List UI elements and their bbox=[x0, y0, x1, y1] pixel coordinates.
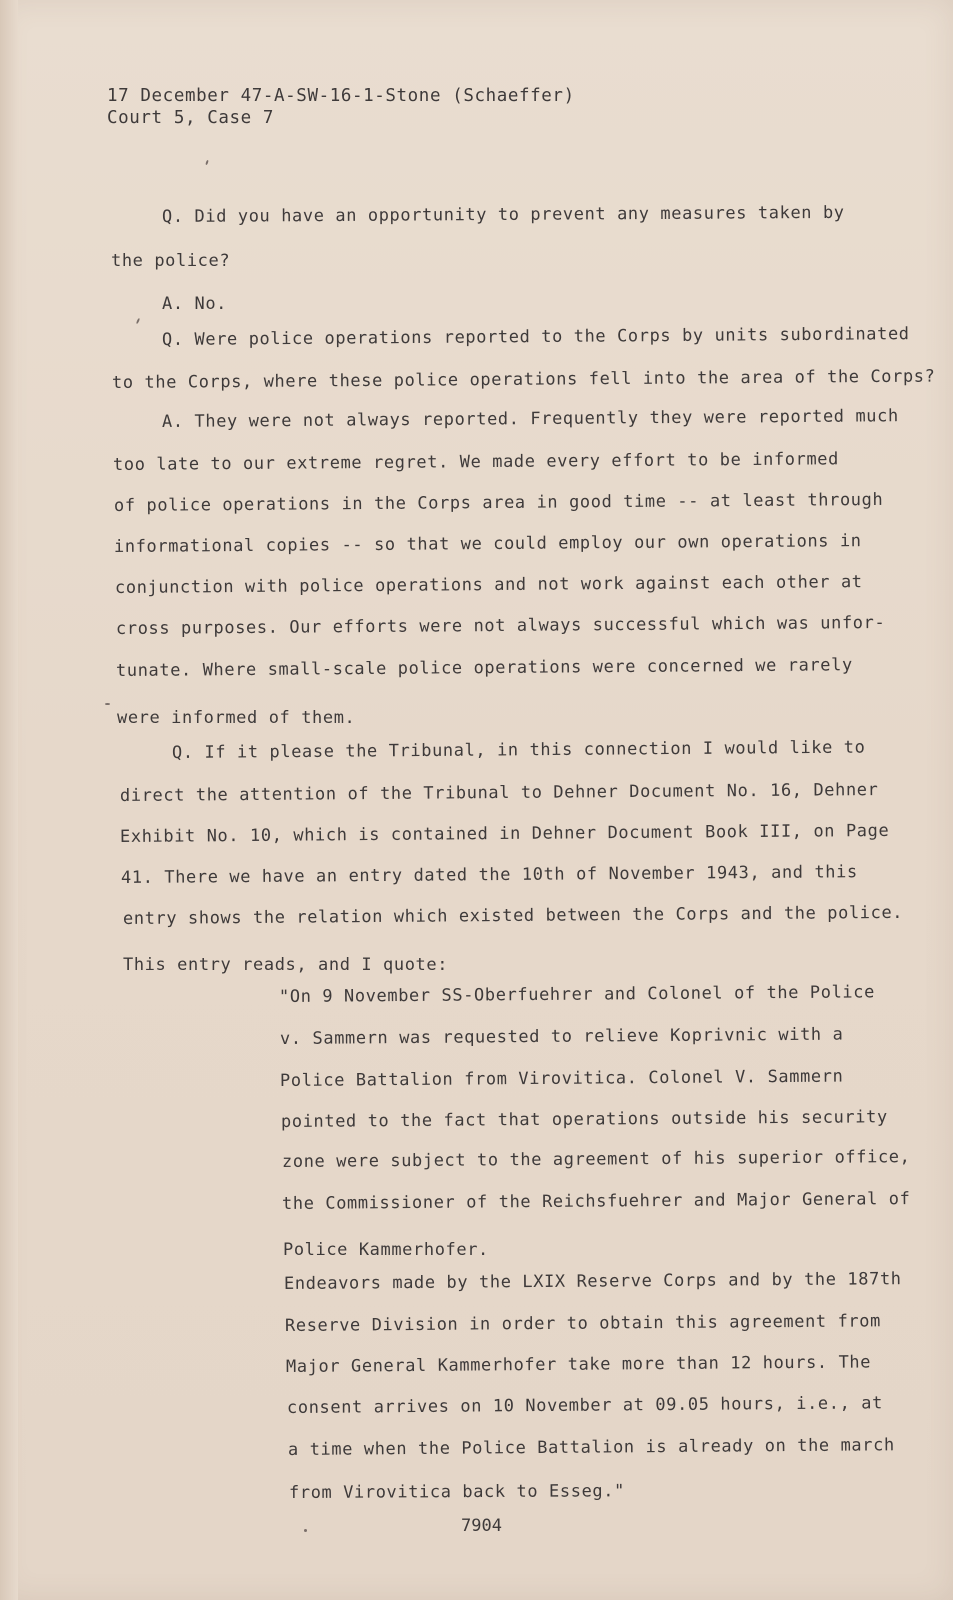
body-line: 41. There we have an entry dated the 10th of November 1943, and this bbox=[120, 862, 858, 888]
quote-line: "On 9 November SS-Oberfuehrer and Colonel of the Police bbox=[278, 982, 875, 1007]
header-docket: 17 December 47-A-SW-16-1-Stone (Schaeffer) bbox=[107, 86, 575, 106]
body-line: informational copies -- so that we could employ our own operations in bbox=[113, 531, 862, 557]
page-edge-shadow bbox=[0, 0, 18, 1600]
body-line: too late to our extreme regret. We made every effort to be informed bbox=[112, 449, 839, 475]
body-line: tunate. Where small-scale police operations were concerned we rarely bbox=[115, 655, 853, 681]
quote-line: Endeavors made by the LXIX Reserve Corps and by the 187th bbox=[283, 1269, 902, 1294]
body-line: cross purposes. Our efforts were not always successful which was unfor- bbox=[115, 612, 886, 639]
quote-line: Major General Kammerhofer take more than 12 hours. The bbox=[285, 1352, 872, 1377]
body-line: the police? bbox=[111, 251, 231, 271]
body-line: A. No. bbox=[162, 294, 228, 314]
body-line: Q. Did you have an opportunity to prevent any measures taken by bbox=[161, 202, 845, 227]
header-court: Court 5, Case 7 bbox=[107, 108, 275, 128]
quote-line: from Virovitica back to Esseg." bbox=[288, 1481, 625, 1503]
quote-line: Police Battalion from Virovitica. Colonel V. Sammern bbox=[279, 1066, 844, 1091]
body-line: direct the attention of the Tribunal to Dehner Document No. 16, Dehner bbox=[119, 780, 879, 806]
paper-speck bbox=[304, 1529, 307, 1532]
body-line: to the Corps, where these police operations fell into the area of the Corps? bbox=[111, 366, 936, 393]
paper-speck bbox=[105, 703, 110, 705]
body-line: Q. If it please the Tribunal, in this connection I would like to bbox=[171, 737, 866, 763]
body-line: Q. Were police operations reported to the Corps by units subordinated bbox=[161, 324, 910, 350]
body-line: This entry reads, and I quote: bbox=[123, 955, 449, 975]
quote-line: zone were subject to the agreement of his superior office, bbox=[281, 1147, 911, 1172]
quote-line: pointed to the fact that operations outside his security bbox=[280, 1107, 888, 1132]
body-line: conjunction with police operations and not work against each other at bbox=[114, 572, 863, 598]
body-line: entry shows the relation which existed between the Corps and the police. bbox=[122, 902, 904, 929]
body-line: Exhibit No. 10, which is contained in Dehner Document Book III, on Page bbox=[119, 820, 890, 847]
quote-line: the Commissioner of the Reichsfuehrer and Major General of bbox=[281, 1189, 911, 1214]
page-number: 7904 bbox=[461, 1516, 502, 1536]
body-line: were informed of them. bbox=[117, 708, 356, 728]
quote-line: Police Kammerhofer. bbox=[283, 1240, 489, 1260]
quote-line: v. Sammern was requested to relieve Koprivnic with a bbox=[279, 1024, 844, 1049]
body-line: A. They were not always reported. Frequently they were reported much bbox=[161, 406, 899, 432]
quote-line: a time when the Police Battalion is already on the march bbox=[287, 1435, 895, 1460]
paper-speck bbox=[205, 160, 209, 165]
body-line: of police operations in the Corps area in good time -- at least through bbox=[113, 489, 884, 516]
quote-line: Reserve Division in order to obtain this agreement from bbox=[284, 1311, 881, 1336]
paper-speck bbox=[136, 318, 140, 324]
quote-line: consent arrives on 10 November at 09.05 hours, i.e., at bbox=[286, 1393, 883, 1418]
